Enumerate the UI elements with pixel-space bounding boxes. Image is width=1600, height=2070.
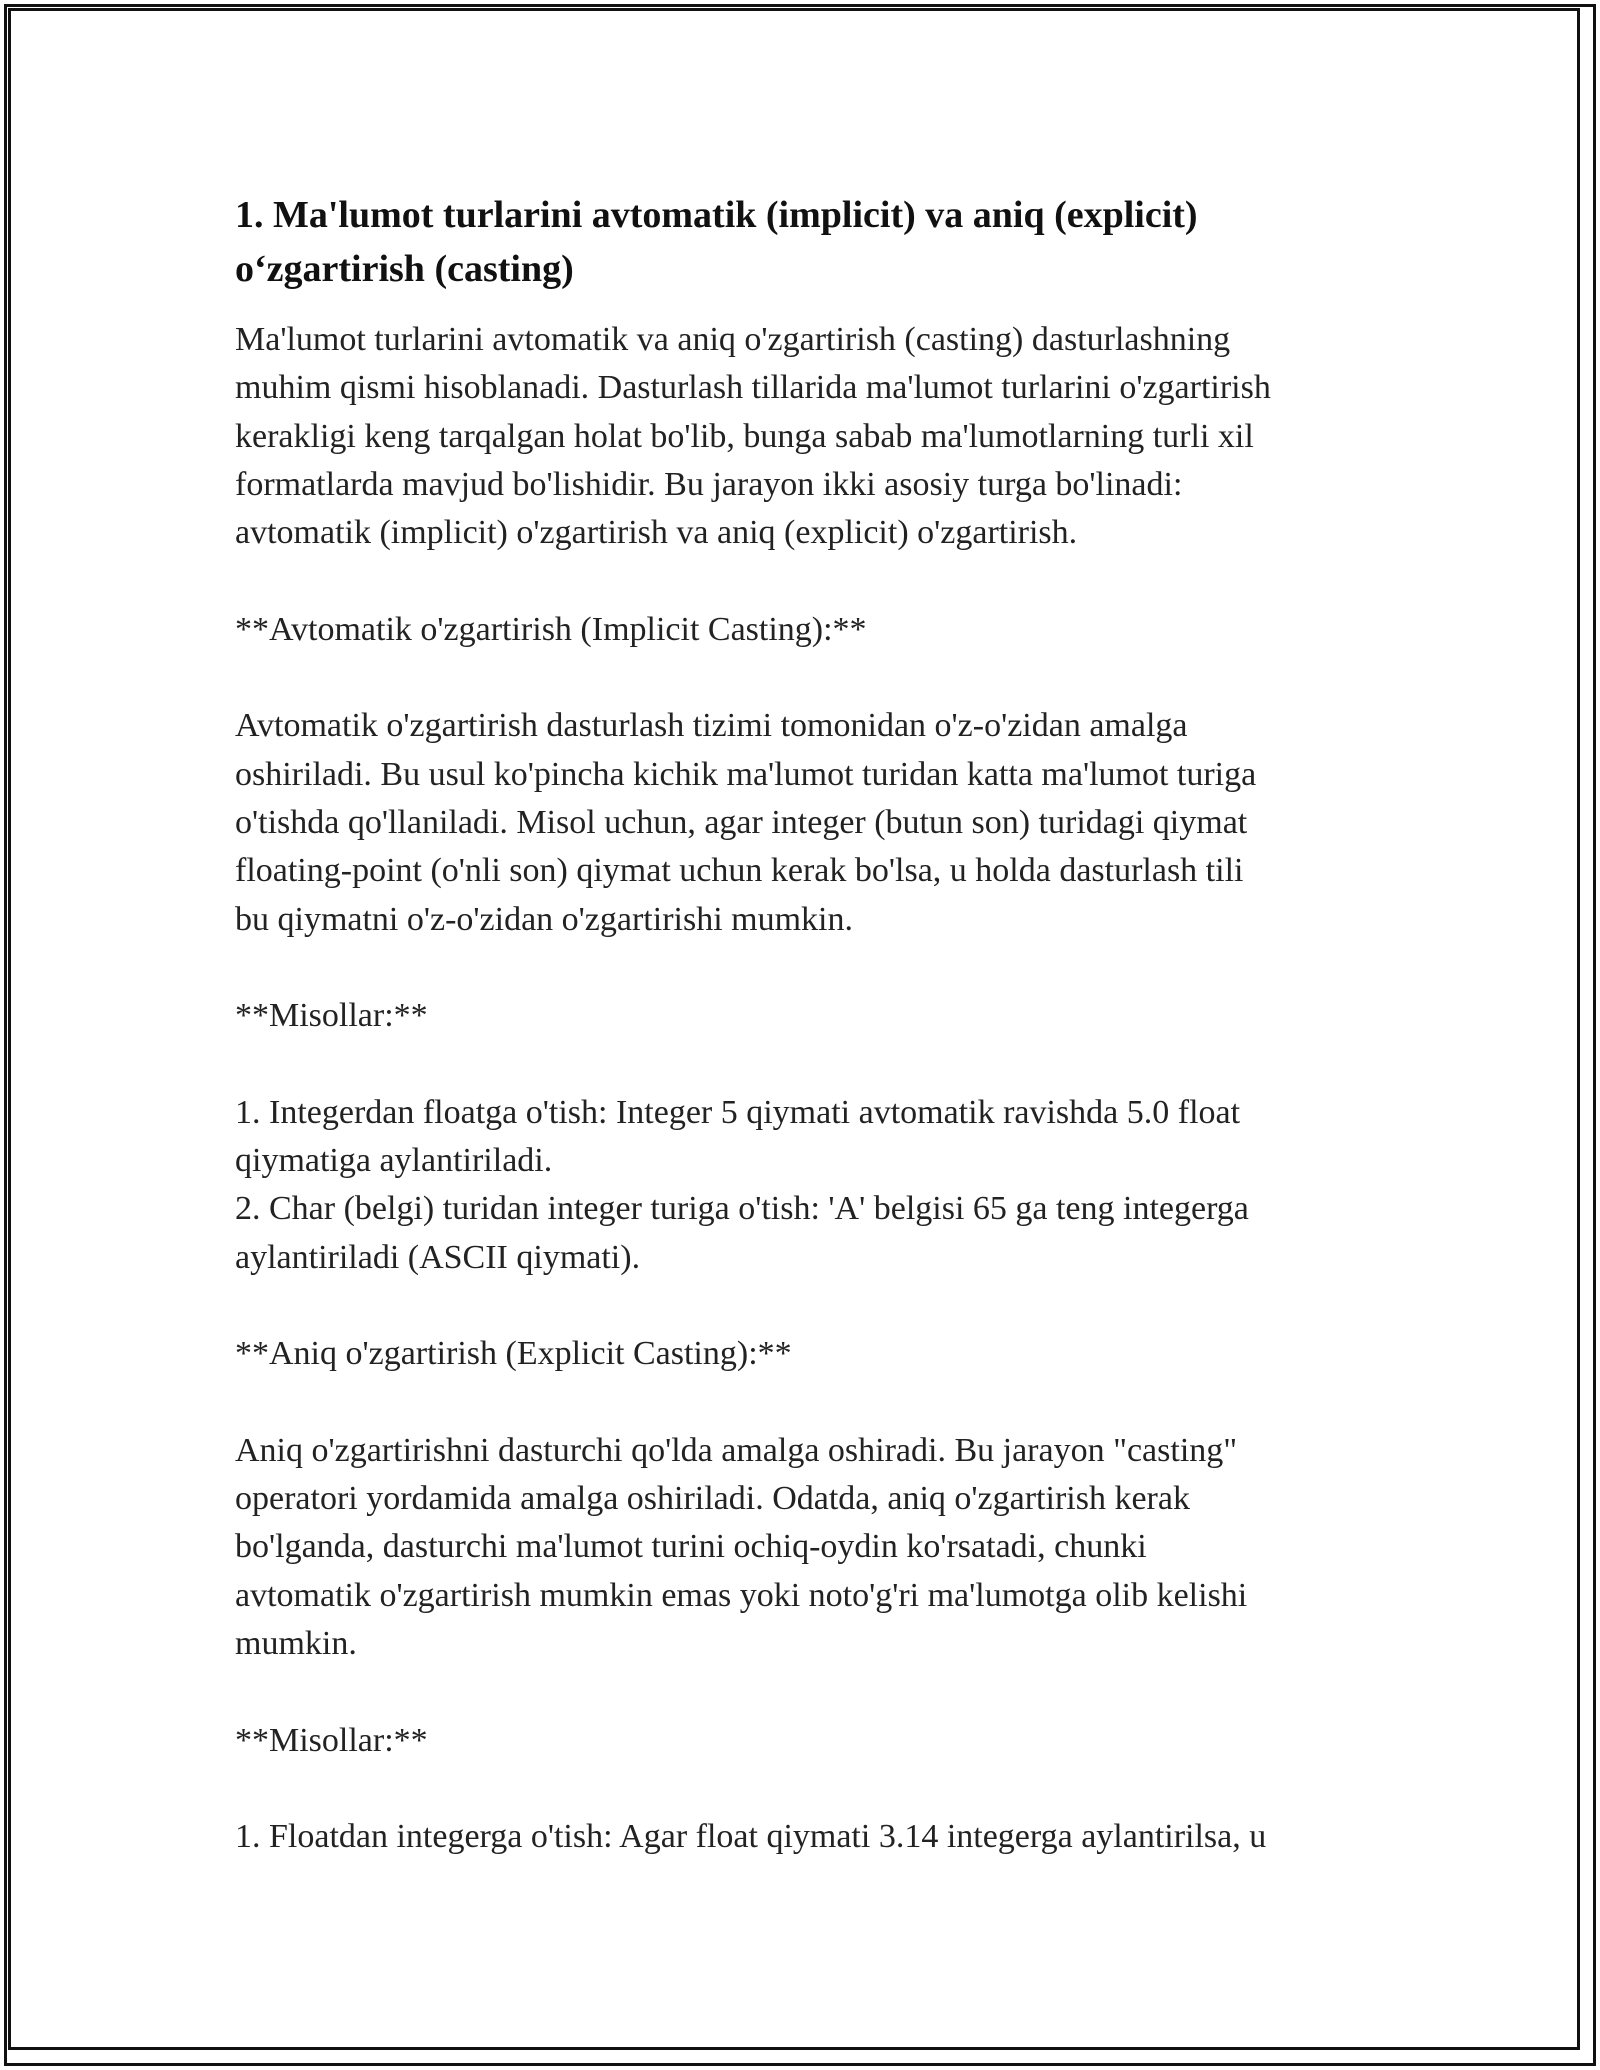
blank-line [235,1765,1370,1813]
body-line: bo'lganda, dasturchi ma'lumot turini ochiq-oydin ko'rsatadi, chunki [235,1528,1147,1566]
body-line: operatori yordamida amalga oshiriladi. Odatda, aniq o'zgartirish kerak [235,1480,1190,1518]
body-line: **Misollar:** [235,1721,428,1759]
blank-line [235,1668,1370,1716]
body-line: **Misollar:** [235,997,428,1035]
body-line: **Avtomatik o'zgartirish (Implicit Casting):** [235,610,867,648]
body-line: floating-point (o'nli son) qiymat uchun kerak bo'lsa, u holda dasturlash tili [235,852,1244,890]
document-body [235,316,1370,1862]
body-line: aylantiriladi (ASCII qiymati). [235,1238,641,1276]
blank-line [235,1040,1370,1088]
body-line: oshiriladi. Bu usul ko'pincha kichik ma'lumot turidan katta ma'lumot turiga [235,755,1257,793]
body-line: Aniq o'zgartirishni dasturchi qo'lda amalga oshiradi. Bu jarayon "casting" [235,1431,1238,1469]
body-line: avtomatik (implicit) o'zgartirish va aniq (explicit) o'zgartirish. [235,514,1078,552]
blank-line [235,944,1370,992]
body-line: qiymatiga aylantiriladi. [235,1142,553,1180]
body-line: Ma'lumot turlarini avtomatik va aniq o'zgartirish (casting) dasturlashning [235,321,1231,358]
body-line: 1. Integerdan floatga o'tish: Integer 5 qiymati avtomatik ravishda 5.0 float [235,1093,1241,1131]
blank-line [235,557,1370,605]
body-line: o'tishda qo'llaniladi. Misol uchun, agar integer (butun son) turidagi qiymat [235,803,1248,841]
blank-line [235,1379,1370,1427]
body-line: kerakligi keng tarqalgan holat bo'lib, bunga sabab ma'lumotlarning turli xil [235,417,1254,455]
body-line: **Aniq o'zgartirish (Explicit Casting):** [235,1335,792,1373]
body-line: mumkin. [235,1625,357,1663]
body-line: formatlarda mavjud bo'lishidir. Bu jarayon ikki asosiy turga bo'linadi: [235,465,1183,503]
blank-line [235,1282,1370,1330]
blank-line [235,654,1370,702]
body-line: 2. Char (belgi) turidan integer turiga o'tish: 'A' belgisi 65 ga teng integerga [235,1190,1249,1228]
document-page [235,188,1370,1862]
body-line: 1. Floatdan integerga o'tish: Agar float qiymati 3.14 integerga aylantirilsa, u [235,1818,1267,1856]
document-title: 1. Ma'lumot turlarini avtomatik (implicit) va aniq (explicit) o‘zgartirish (casting) [235,194,1198,290]
body-line: muhim qismi hisoblanadi. Dasturlash tillarida ma'lumot turlarini o'zgartirish [235,369,1271,407]
body-line: avtomatik o'zgartirish mumkin emas yoki noto'g'ri ma'lumotga olib kelishi [235,1576,1248,1614]
body-line: bu qiymatni o'z-o'zidan o'zgartirishi mumkin. [235,900,853,938]
body-line: Avtomatik o'zgartirish dasturlash tizimi tomonidan o'z-o'zidan amalga [235,707,1188,745]
